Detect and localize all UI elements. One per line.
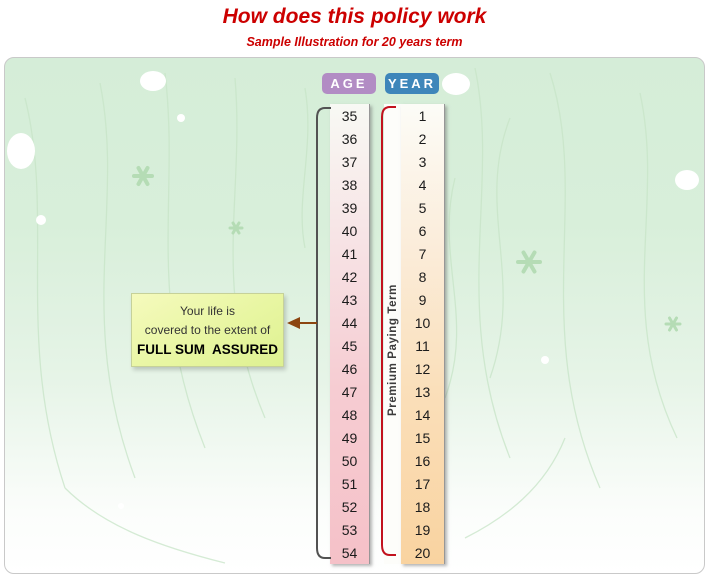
age-value-cell: 38 bbox=[341, 176, 358, 193]
year-value-cell: 20 bbox=[414, 544, 431, 561]
callout-text-line3: FULL SUM ASSURED bbox=[136, 342, 278, 358]
age-value-cell: 48 bbox=[341, 406, 358, 423]
year-value-cell: 10 bbox=[414, 314, 431, 331]
year-value-cell: 8 bbox=[418, 268, 427, 285]
year-value-cell: 4 bbox=[418, 176, 427, 193]
age-column-header-badge: AGE bbox=[322, 73, 376, 94]
year-value-cell: 17 bbox=[414, 475, 431, 492]
age-value-cell: 42 bbox=[341, 268, 358, 285]
age-value-cell: 36 bbox=[341, 130, 358, 147]
page-title: How does this policy work bbox=[222, 5, 487, 28]
illustration-panel bbox=[4, 57, 705, 574]
year-value-cell: 12 bbox=[414, 360, 431, 377]
year-value-cell: 1 bbox=[418, 107, 427, 124]
callout-arrow-icon bbox=[287, 317, 317, 329]
callout-box bbox=[131, 293, 284, 367]
premium-term-bracket bbox=[382, 107, 396, 555]
callout-text-line2: covered to the extent of bbox=[144, 323, 271, 338]
year-value-cell: 3 bbox=[418, 153, 427, 170]
year-value-cell: 15 bbox=[414, 429, 431, 446]
age-value-cell: 45 bbox=[341, 337, 358, 354]
year-value-cell: 11 bbox=[415, 337, 430, 354]
age-value-cell: 50 bbox=[341, 452, 358, 469]
age-value-cell: 39 bbox=[341, 199, 358, 216]
year-value-cell: 16 bbox=[414, 452, 431, 469]
page-subtitle: Sample Illustration for 20 years term bbox=[246, 35, 463, 49]
age-value-cell: 53 bbox=[341, 521, 358, 538]
year-value-cell: 18 bbox=[414, 498, 431, 515]
year-value-cell: 2 bbox=[418, 130, 427, 147]
year-value-cell: 6 bbox=[418, 222, 427, 239]
callout-text-line1: Your life is bbox=[180, 304, 235, 318]
premium-paying-term-label: Premium Paying Term bbox=[386, 284, 399, 416]
age-value-cell: 47 bbox=[341, 383, 358, 400]
age-value-cell: 43 bbox=[341, 291, 358, 308]
age-value-cell: 51 bbox=[341, 475, 358, 492]
year-value-cell: 19 bbox=[414, 521, 431, 538]
year-value-cell: 7 bbox=[418, 245, 427, 262]
age-value-cell: 37 bbox=[341, 153, 358, 170]
age-value-cell: 54 bbox=[341, 544, 358, 561]
year-value-cell: 14 bbox=[414, 406, 431, 423]
year-value-cell: 9 bbox=[418, 291, 427, 308]
age-value-cell: 44 bbox=[341, 314, 358, 331]
age-value-cell: 35 bbox=[341, 107, 358, 124]
age-value-cell: 41 bbox=[341, 245, 358, 262]
age-value-cell: 52 bbox=[341, 498, 358, 515]
age-bracket bbox=[317, 108, 331, 558]
year-column-header-badge: YEAR bbox=[385, 73, 439, 94]
year-value-cell: 13 bbox=[414, 383, 431, 400]
brackets-and-arrow-overlay bbox=[5, 58, 705, 574]
age-value-cell: 40 bbox=[341, 222, 358, 239]
year-value-cell: 5 bbox=[418, 199, 427, 216]
age-value-cell: 46 bbox=[341, 360, 358, 377]
age-value-cell: 49 bbox=[341, 429, 358, 446]
